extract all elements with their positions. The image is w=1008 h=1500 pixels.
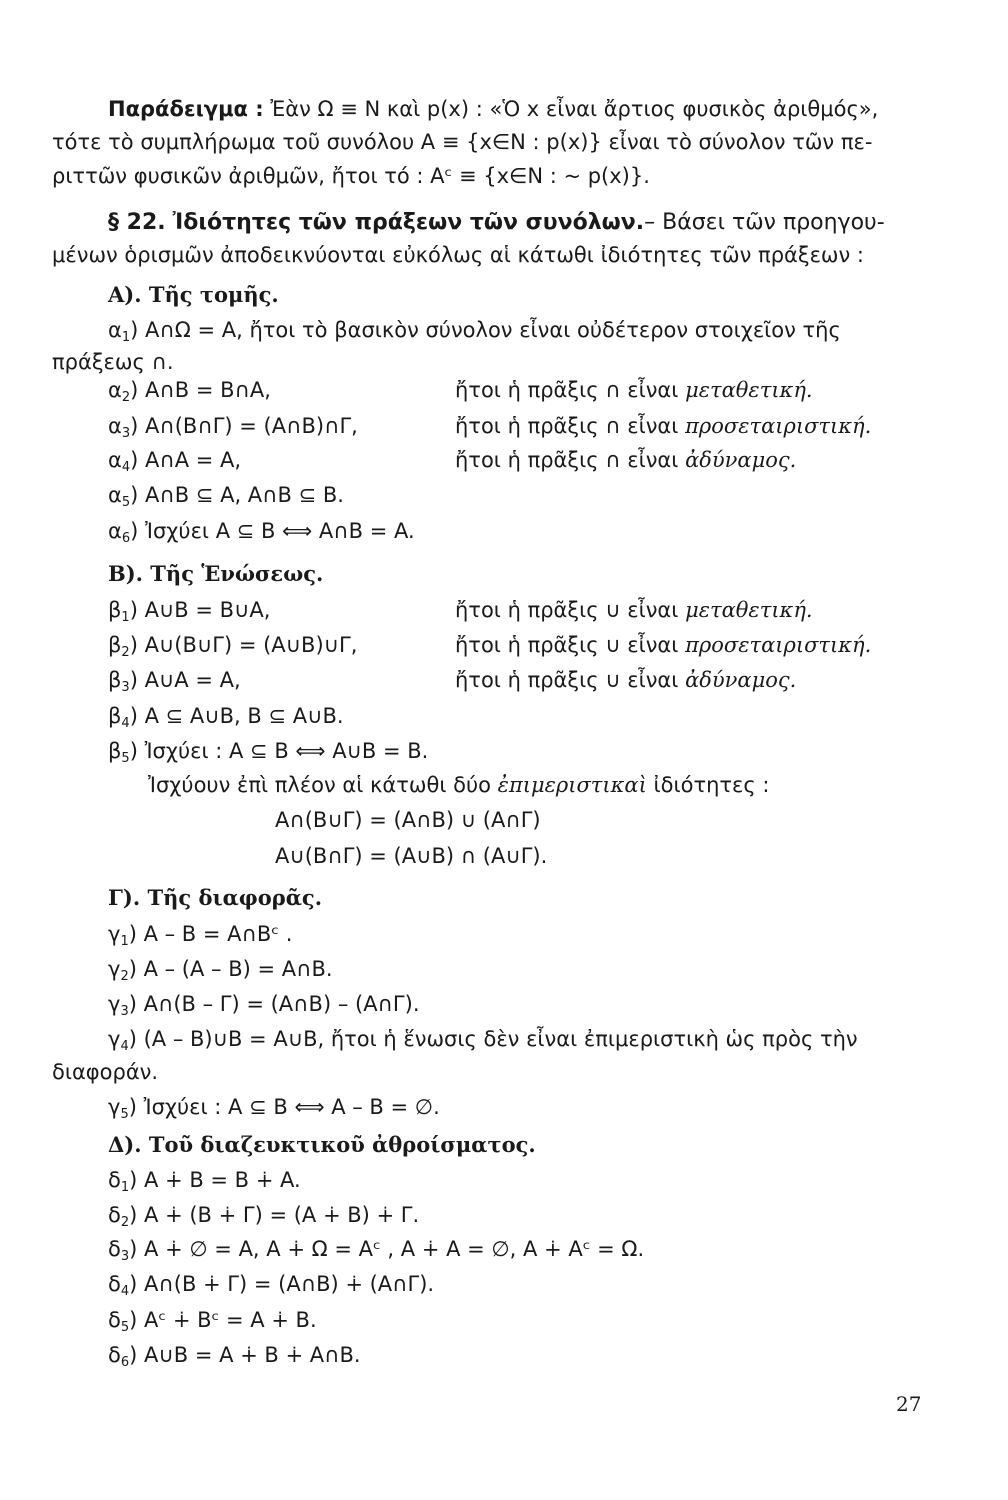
- g3-label: γ: [108, 992, 121, 1016]
- distributive-law-2: A∪(B∩Γ) = (A∪B) ∩ (A∪Γ).: [275, 844, 548, 868]
- example-text-1: Ἐὰν Ω ≡ N καὶ p(x) : «Ὁ x εἶναι ἄρτιος φυσικὸς ἀριθμός»,: [270, 97, 879, 121]
- a4-note: [455, 446, 796, 474]
- d5-label: δ: [108, 1308, 121, 1332]
- example-line-2: [52, 128, 872, 156]
- dist-intro-term: ἐπιμεριστικαὶ: [497, 773, 647, 797]
- section-title: Ἰδιότητες τῶν πράξεων τῶν συνόλων.: [172, 210, 645, 235]
- g1-label: γ: [108, 922, 121, 946]
- distributive-law-1: A∩(B∪Γ) = (A∩B) ∪ (A∩Γ): [275, 808, 541, 832]
- d1-formula: A ∔ B = B ∔ A.: [144, 1168, 301, 1192]
- g2-index: 2: [120, 969, 129, 984]
- b2-term: προσεταιριστική.: [685, 633, 872, 657]
- g4-index: 4: [120, 1039, 129, 1054]
- g5-formula: Ἰσχύει : A ⊆ B ⟺ A – B = ∅.: [143, 1095, 440, 1119]
- a4-formula: A∩A = A,: [145, 448, 242, 472]
- heading-symmetric-difference: Δ). Τοῦ διαζευκτικοῦ ἀθροίσματος.: [108, 1132, 536, 1157]
- b5-index: 5: [121, 751, 130, 766]
- example-text-3: ριττῶν φυσικῶν ἀριθμῶν, ἤτοι τό : Aᶜ ≡ {x∈N : ~ p(x)}.: [52, 164, 650, 188]
- d4-index: 4: [120, 1284, 130, 1299]
- example-label: Παράδειγμα :: [108, 97, 264, 121]
- d2-label: δ: [108, 1203, 121, 1227]
- property-b4: $\beta_4$) A ⊆ A∪B, B ⊆ A∪B.: [108, 704, 344, 731]
- d1-index: 1: [120, 1180, 130, 1195]
- b2-label: β: [108, 633, 122, 657]
- page-number: 27: [896, 1392, 922, 1416]
- property-g4-cont: [52, 1058, 158, 1086]
- property-d6: $\delta_6$) A∪B = A ∔ B ∔ A∩B.: [108, 1343, 361, 1370]
- property-a2: $\alpha_2$) A∩B = B∩A,: [108, 378, 271, 405]
- b3-term: ἀδύναμος.: [685, 668, 797, 692]
- a5-formula: A∩B ⊆ A, A∩B ⊆ B.: [145, 483, 344, 507]
- g3-formula: A∩(B – Γ) = (A∩B) – (A∩Γ).: [143, 992, 420, 1016]
- b1-label: β: [108, 598, 122, 622]
- b4-label: β: [108, 704, 122, 728]
- dist-intro-text-1: Ἰσχύουν ἐπὶ πλέον αἱ κάτωθι δύο: [148, 773, 491, 797]
- d5-index: 5: [120, 1320, 130, 1335]
- section-intro-2: μένων ὁρισμῶν ἀποδεικνύονται εὐκόλως αἱ κάτωθι ἰδιότητες τῶν πράξεων :: [52, 243, 864, 267]
- a4-label: α: [108, 448, 122, 472]
- heading-difference: Γ). Τῆς διαφορᾶς.: [108, 885, 323, 910]
- a3-term: προσεταιριστική.: [685, 414, 872, 438]
- property-b5: $\beta_5$) Ἰσχύει : A ⊆ B ⟺ A∪B = B.: [108, 739, 429, 766]
- d3-label: δ: [108, 1237, 121, 1261]
- b2-index: 2: [121, 645, 130, 660]
- b1-note-text: ἤτοι ἡ πρᾶξις ∪ εἶναι: [455, 598, 679, 622]
- g2-label: γ: [108, 957, 121, 981]
- a6-index: 6: [121, 531, 131, 546]
- a2-note-text: ἤτοι ἡ πρᾶξις ∩ εἶναι: [455, 378, 679, 402]
- g4-formula: (A – B)∪B = A∪B, ἤτοι ἡ ἕνωσις δὲν εἶναι ἐπιμεριστικὴ ὡς πρὸς τὴν: [143, 1027, 858, 1051]
- g4-label: γ: [108, 1027, 121, 1051]
- d5-formula: Aᶜ ∔ Bᶜ = A ∔ B.: [144, 1308, 317, 1332]
- b1-index: 1: [121, 610, 130, 625]
- d3-index: 3: [120, 1249, 130, 1264]
- example-line-3: [52, 162, 650, 190]
- a1-cont: πράξεως ∩.: [52, 350, 174, 374]
- b2-note: [455, 631, 871, 659]
- property-b2: $\beta_2$) A∪(B∪Γ) = (A∪B)∪Γ,: [108, 633, 358, 660]
- a1-label: α: [108, 318, 122, 342]
- a3-note-text: ἤτοι ἡ πρᾶξις ∩ εἶναι: [455, 414, 679, 438]
- g1-index: 1: [120, 934, 129, 949]
- g5-label: γ: [108, 1095, 121, 1119]
- example-text-2: τότε τὸ συμπλήρωμα τοῦ συνόλου A ≡ {x∈N : p(x)} εἶναι τὸ σύνολον τῶν πε-: [52, 130, 873, 154]
- g1-formula: A – B = A∩Bᶜ .: [143, 922, 293, 946]
- property-a6: $\alpha_6$) Ἰσχύει A ⊆ B ⟺ A∩B = A.: [108, 519, 415, 546]
- b2-note-text: ἤτοι ἡ πρᾶξις ∪ εἶναι: [455, 633, 679, 657]
- b1-term: μεταθετική.: [685, 598, 813, 622]
- property-d1: $\delta_1$) A ∔ B = B ∔ A.: [108, 1168, 301, 1195]
- property-a5: $\alpha_5$) A∩B ⊆ A, A∩B ⊆ B.: [108, 483, 344, 510]
- dist-intro-text-2: ἰδιότητες :: [653, 773, 770, 797]
- a1-index: 1: [121, 330, 131, 345]
- property-g1: $\gamma_1$) A – B = A∩Bᶜ .: [108, 922, 293, 949]
- b3-note: [455, 666, 796, 694]
- b4-formula: A ⊆ A∪B, B ⊆ A∪B.: [144, 704, 344, 728]
- property-d4: $\delta_4$) A∩(B ∔ Γ) = (A∩B) ∔ (A∩Γ).: [108, 1272, 435, 1299]
- a3-formula: A∩(B∩Γ) = (A∩B)∩Γ,: [145, 414, 358, 438]
- property-a3: $\alpha_3$) A∩(B∩Γ) = (A∩B)∩Γ,: [108, 414, 358, 441]
- distributive-intro: [148, 771, 769, 799]
- a5-index: 5: [121, 495, 131, 510]
- a2-note: [455, 376, 813, 404]
- a2-label: α: [108, 378, 122, 402]
- section-heading: [108, 209, 885, 237]
- a4-term: ἀδύναμος.: [685, 448, 797, 472]
- property-a1: $\alpha_1$) A∩Ω = A, ἤτοι τὸ βασικὸν σύνολον εἶναι οὐδέτερον στοιχεῖον τῆς: [108, 318, 841, 345]
- d2-formula: A ∔ (B ∔ Γ) = (A ∔ B) ∔ Γ.: [144, 1203, 420, 1227]
- b3-formula: A∪A = A,: [144, 668, 241, 692]
- property-a1-cont: [52, 348, 174, 376]
- g2-formula: A – (A – B) = A∩B.: [143, 957, 333, 981]
- section-intro-1: – Βάσει τῶν προηγου-: [644, 210, 885, 235]
- d6-formula: A∪B = A ∔ B ∔ A∩B.: [144, 1343, 361, 1367]
- b5-formula: Ἰσχύει : A ⊆ B ⟺ A∪B = B.: [144, 739, 429, 763]
- b3-index: 3: [121, 680, 130, 695]
- property-g5: $\gamma_5$) Ἰσχύει : A ⊆ B ⟺ A – B = ∅.: [108, 1095, 440, 1122]
- example-line-1: [108, 95, 878, 123]
- a2-index: 2: [121, 390, 131, 405]
- a2-term: μεταθετική.: [685, 378, 813, 402]
- g5-index: 5: [120, 1107, 129, 1122]
- a3-label: α: [108, 414, 122, 438]
- d2-index: 2: [120, 1215, 130, 1230]
- b1-note: [455, 596, 813, 624]
- property-a4: $\alpha_4$) A∩A = A,: [108, 448, 242, 475]
- a5-label: α: [108, 483, 122, 507]
- a2-formula: A∩B = B∩A,: [145, 378, 271, 402]
- heading-union: Β). Τῆς Ἑνώσεως.: [108, 561, 324, 586]
- b1-formula: A∪B = B∪A,: [144, 598, 271, 622]
- b3-note-text: ἤτοι ἡ πρᾶξις ∪ εἶναι: [455, 668, 679, 692]
- d6-label: δ: [108, 1343, 121, 1367]
- d6-index: 6: [120, 1355, 130, 1370]
- property-g3: $\gamma_3$) A∩(B – Γ) = (A∩B) – (A∩Γ).: [108, 992, 420, 1019]
- b4-index: 4: [121, 716, 130, 731]
- d1-label: δ: [108, 1168, 121, 1192]
- a6-label: α: [108, 519, 122, 543]
- property-b3: $\beta_3$) A∪A = A,: [108, 668, 241, 695]
- a1-text: A∩Ω = A, ἤτοι τὸ βασικὸν σύνολον εἶναι οὐδέτερον στοιχεῖον τῆς: [145, 318, 841, 342]
- property-b1: $\beta_1$) A∪B = B∪A,: [108, 598, 271, 625]
- a6-formula: Ἰσχύει A ⊆ B ⟺ A∩B = A.: [145, 519, 415, 543]
- a3-note: [455, 412, 871, 440]
- property-d2: $\delta_2$) A ∔ (B ∔ Γ) = (A ∔ B) ∔ Γ.: [108, 1203, 420, 1230]
- a4-note-text: ἤτοι ἡ πρᾶξις ∩ εἶναι: [455, 448, 679, 472]
- property-g4: $\gamma_4$) (A – B)∪B = A∪B, ἤτοι ἡ ἕνωσις δὲν εἶναι ἐπιμεριστικὴ ὡς πρὸς τὴν: [108, 1027, 858, 1054]
- b3-label: β: [108, 668, 122, 692]
- d3-formula: A ∔ ∅ = A, A ∔ Ω = Aᶜ , A ∔ A = ∅, A ∔ Aᶜ = Ω.: [144, 1237, 645, 1261]
- d4-formula: A∩(B ∔ Γ) = (A∩B) ∔ (A∩Γ).: [144, 1272, 435, 1296]
- property-d5: $\delta_5$) Aᶜ ∔ Bᶜ = A ∔ B.: [108, 1308, 317, 1335]
- a4-index: 4: [121, 460, 131, 475]
- b5-label: β: [108, 739, 122, 763]
- a3-index: 3: [121, 426, 131, 441]
- g4-cont: διαφοράν.: [52, 1060, 159, 1084]
- d4-label: δ: [108, 1272, 121, 1296]
- section-number: § 22.: [108, 210, 166, 235]
- property-d3: $\delta_3$) A ∔ ∅ = A, A ∔ Ω = Aᶜ , A ∔ A = ∅, A ∔ Aᶜ = Ω.: [108, 1237, 645, 1264]
- b2-formula: A∪(B∪Γ) = (A∪B)∪Γ,: [144, 633, 358, 657]
- section-intro-line-2: [52, 241, 864, 269]
- g3-index: 3: [120, 1004, 129, 1019]
- heading-intersection: Α). Τῆς τομῆς.: [108, 282, 279, 307]
- property-g2: $\gamma_2$) A – (A – B) = A∩B.: [108, 957, 333, 984]
